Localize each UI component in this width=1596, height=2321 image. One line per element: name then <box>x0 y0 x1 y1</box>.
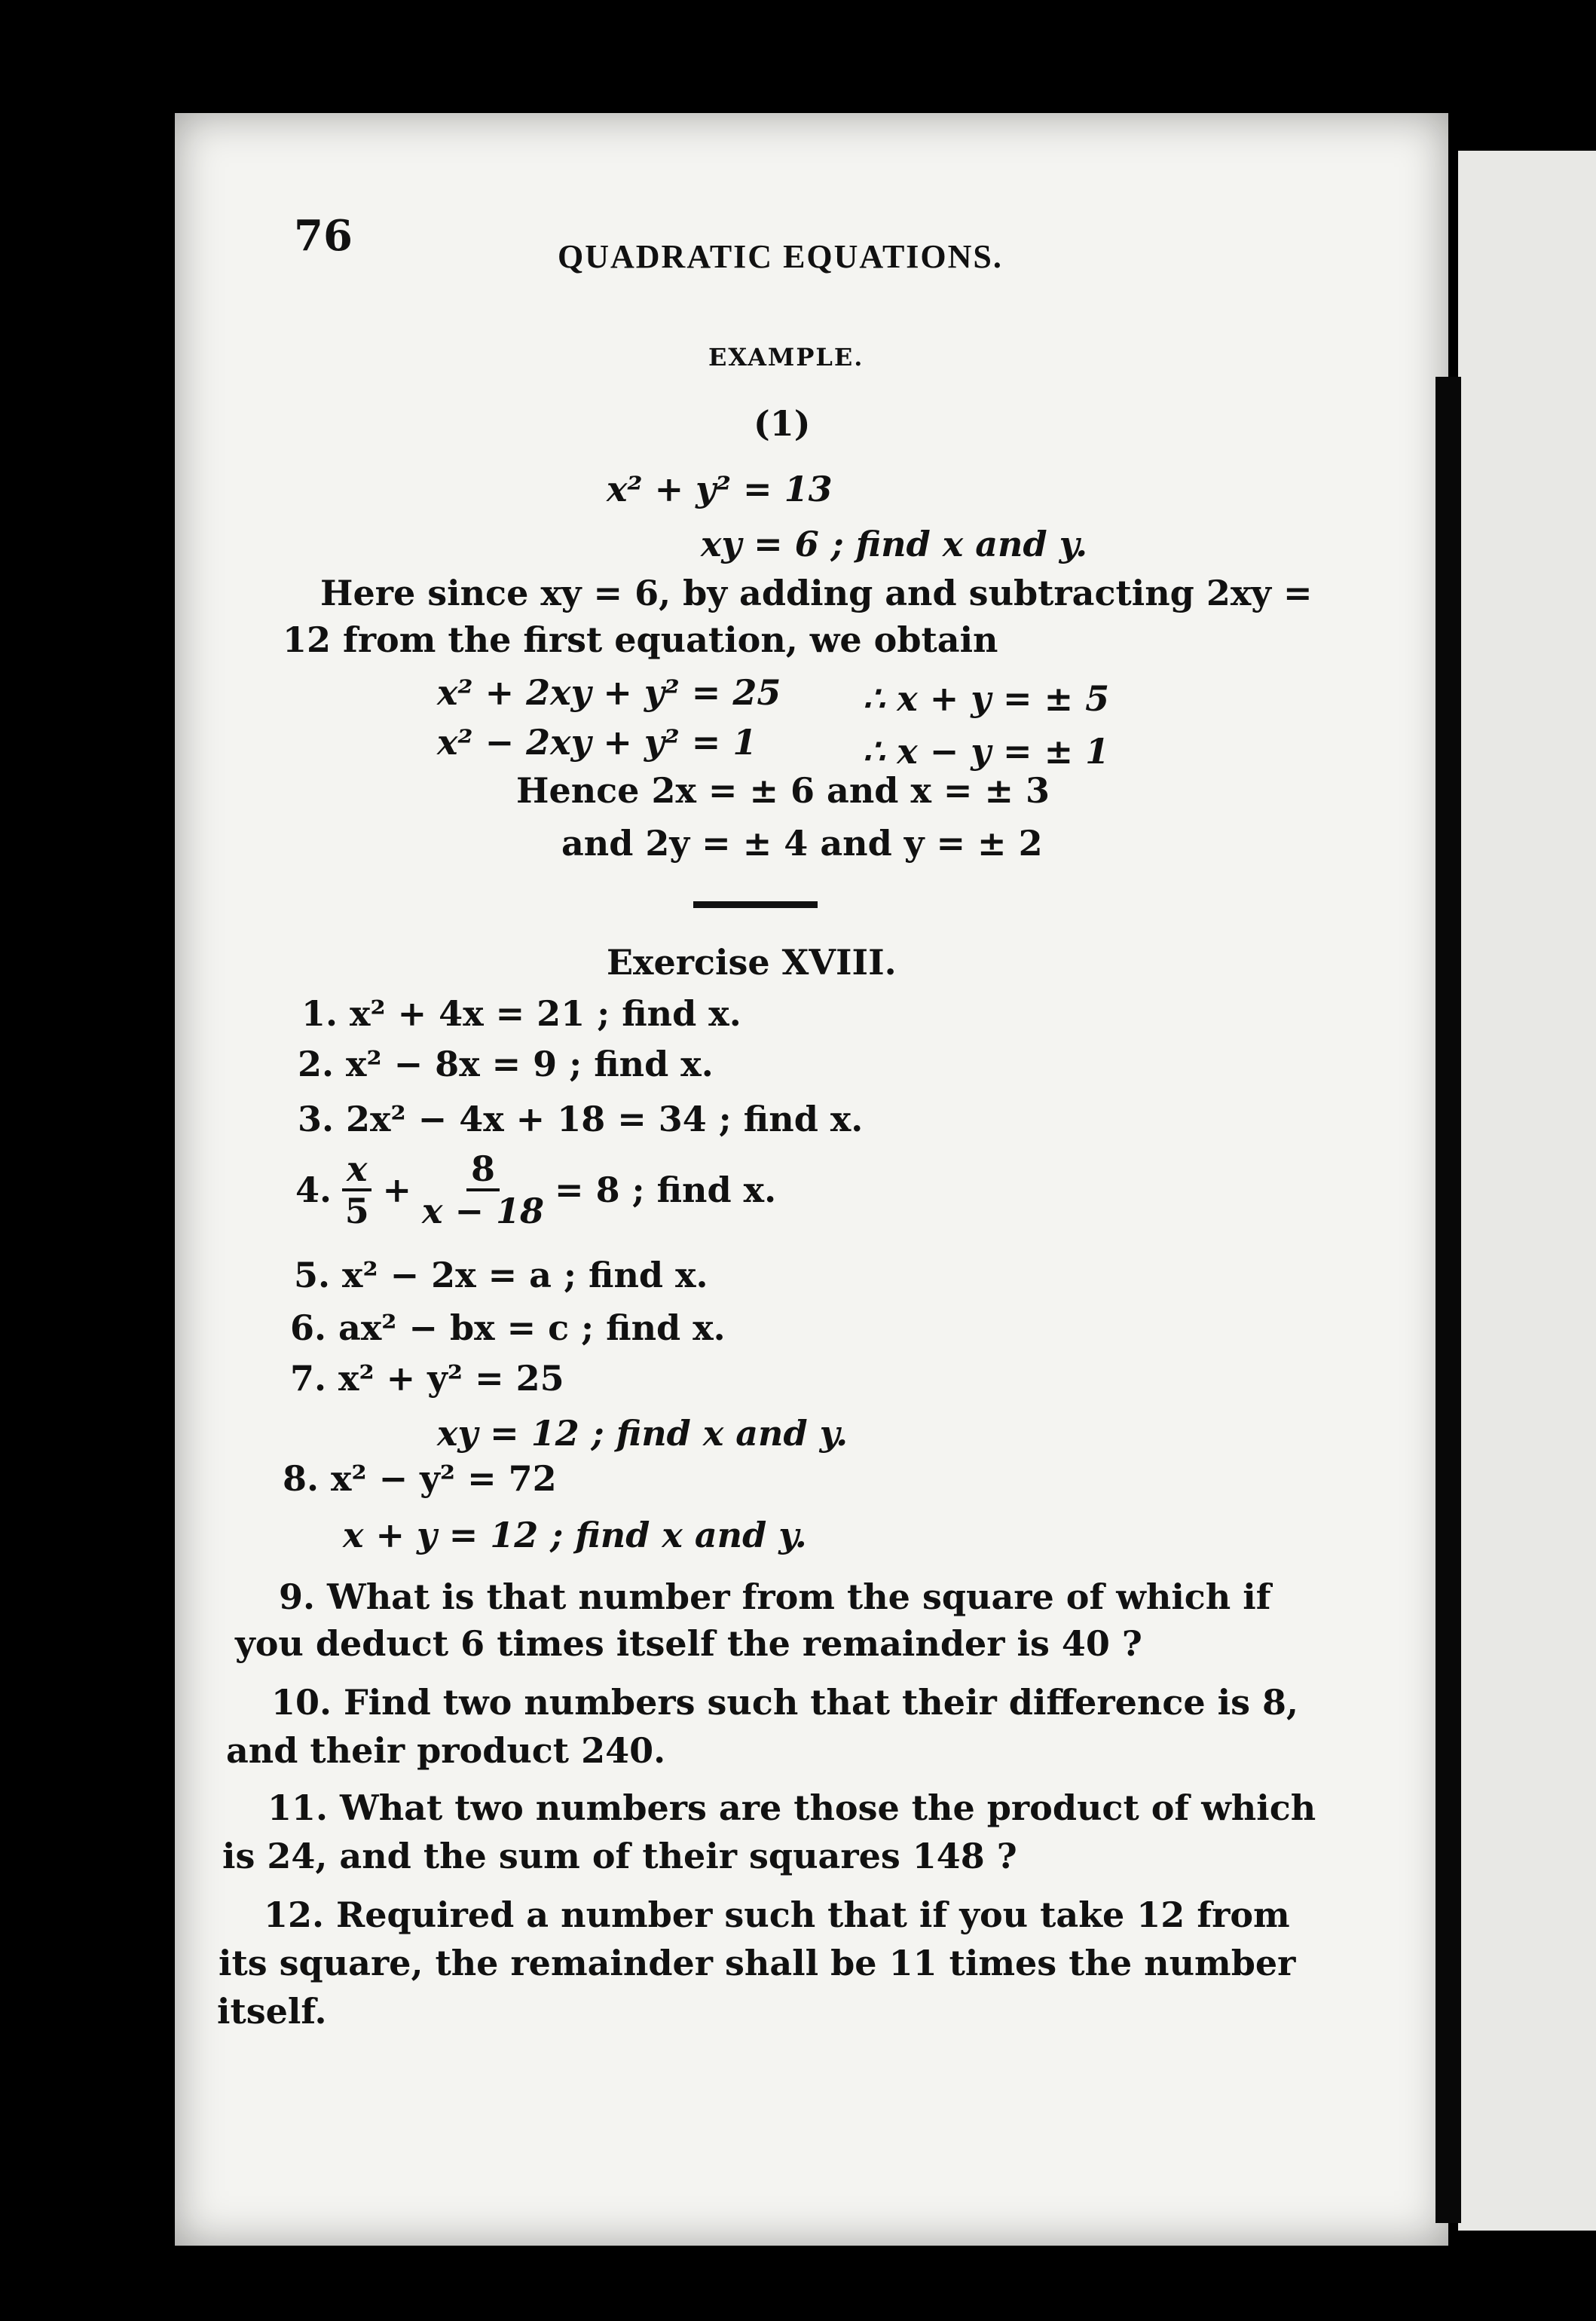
exercise-item-4-rest: = 8 ; find x. <box>555 1170 777 1210</box>
working-right-1: ∴ x + y = ± 5 <box>863 678 1110 719</box>
exercise-heading: Exercise XVIII. <box>607 942 897 983</box>
example-equation-2: xy = 6 ; find x and y. <box>701 524 1088 564</box>
problem-9-line-1: 9. What is that number from the square of which if <box>279 1576 1271 1617</box>
problem-10-line-1: 10. Find two numbers such that their difference is 8, <box>271 1682 1299 1723</box>
problem-12-line-3: itself. <box>217 1991 327 2032</box>
running-head: QUADRATIC EQUATIONS. <box>558 238 1003 275</box>
facing-page-edge <box>1458 151 1596 2231</box>
example-number: (1) <box>754 403 811 444</box>
exercise-item-2: 2. x² − 8x = 9 ; find x. <box>298 1044 714 1084</box>
exercise-item-4-label: 4. <box>295 1170 332 1210</box>
example-text-line-1: Here since xy = 6, by adding and subtracting 2xy = <box>320 573 1313 613</box>
exercise-item-8-line-1: 8. x² − y² = 72 <box>283 1458 557 1499</box>
working-left-2: x² − 2xy + y² = 1 <box>437 722 757 763</box>
problem-12-line-1: 12. Required a number such that if you take 12 from <box>264 1894 1290 1935</box>
page-number: 76 <box>294 211 353 261</box>
example-heading: EXAMPLE. <box>708 343 864 372</box>
working-left-1: x² + 2xy + y² = 25 <box>437 672 781 713</box>
exercise-item-3: 3. 2x² − 4x + 18 = 34 ; find x. <box>298 1099 864 1139</box>
exercise-item-7-line-2: xy = 12 ; find x and y. <box>437 1413 848 1454</box>
example-text-line-2: 12 from the first equation, we obtain <box>283 619 998 660</box>
problem-10-line-2: and their product 240. <box>226 1730 666 1771</box>
problem-11-line-1: 11. What two numbers are those the product of which <box>268 1787 1316 1828</box>
exercise-item-4 <box>295 1149 776 1231</box>
exercise-item-8-line-2: x + y = 12 ; find x and y. <box>343 1515 807 1555</box>
fraction-numerator: x <box>342 1149 371 1191</box>
exercise-item-6: 6. ax² − bx = c ; find x. <box>290 1307 726 1348</box>
exercise-item-5: 5. x² − 2x = a ; find x. <box>294 1255 708 1295</box>
section-divider <box>693 901 818 908</box>
exercise-item-7-line-1: 7. x² + y² = 25 <box>290 1358 564 1399</box>
hence-line-1: Hence 2x = ± 6 and x = ± 3 <box>516 770 1050 811</box>
problem-9-line-2: you deduct 6 times itself the remainder is 40 ? <box>235 1623 1142 1664</box>
fraction-numerator: 8 <box>466 1149 500 1191</box>
fraction-x-over-5 <box>342 1149 371 1231</box>
problem-12-line-2: its square, the remainder shall be 11 times the number <box>219 1943 1296 1983</box>
fraction-denominator: x − 18 <box>422 1191 545 1231</box>
fraction-8-over-x-minus-18 <box>422 1149 544 1231</box>
exercise-item-1: 1. x² + 4x = 21 ; find x. <box>301 993 741 1034</box>
example-equation-1: x² + y² = 13 <box>607 469 833 509</box>
working-right-2: ∴ x − y = ± 1 <box>863 731 1110 772</box>
problem-11-line-2: is 24, and the sum of their squares 148 ? <box>222 1836 1017 1876</box>
hence-line-2: and 2y = ± 4 and y = ± 2 <box>561 823 1043 864</box>
plus-sign: + <box>382 1170 412 1210</box>
page-gutter-shadow <box>1435 377 1461 2223</box>
fraction-denominator: 5 <box>344 1191 369 1231</box>
